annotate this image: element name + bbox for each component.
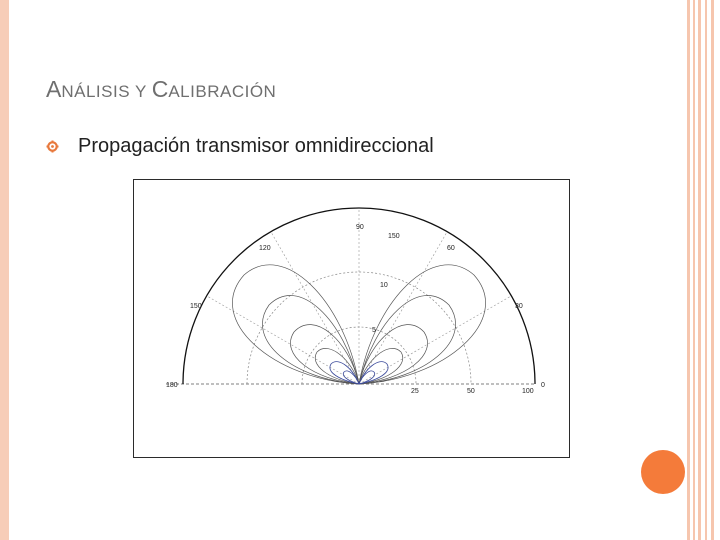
label-180: 180 <box>166 382 178 389</box>
polar-radiation-figure <box>133 179 570 458</box>
label-100: 100 <box>522 388 534 395</box>
slide-title <box>46 78 276 101</box>
label-30: 30 <box>515 303 523 310</box>
title-part: ALIBRACIÓN <box>168 82 277 101</box>
gear-icon <box>46 140 59 153</box>
polar-plot <box>134 180 571 459</box>
label-25: 25 <box>411 388 419 395</box>
decorative-orange-circle <box>641 450 685 494</box>
left-accent-border <box>0 0 9 540</box>
label-10: 10 <box>380 282 388 289</box>
title-part: A <box>46 76 62 102</box>
label-150-top: 150 <box>388 233 400 240</box>
bullet-text: Propagación transmisor omnidireccional <box>78 135 434 157</box>
label-50: 50 <box>467 388 475 395</box>
label-90: 90 <box>356 224 364 231</box>
right-decorative-stripes <box>680 0 720 540</box>
label-0: 0 <box>541 382 545 389</box>
label-5: 5 <box>372 327 376 334</box>
label-120: 120 <box>259 245 271 252</box>
label-60: 60 <box>447 245 455 252</box>
title-part: C <box>151 76 169 102</box>
title-part: NÁLISIS Y <box>61 82 152 101</box>
bullet-item <box>46 135 434 158</box>
label-150-left: 150 <box>190 303 202 310</box>
